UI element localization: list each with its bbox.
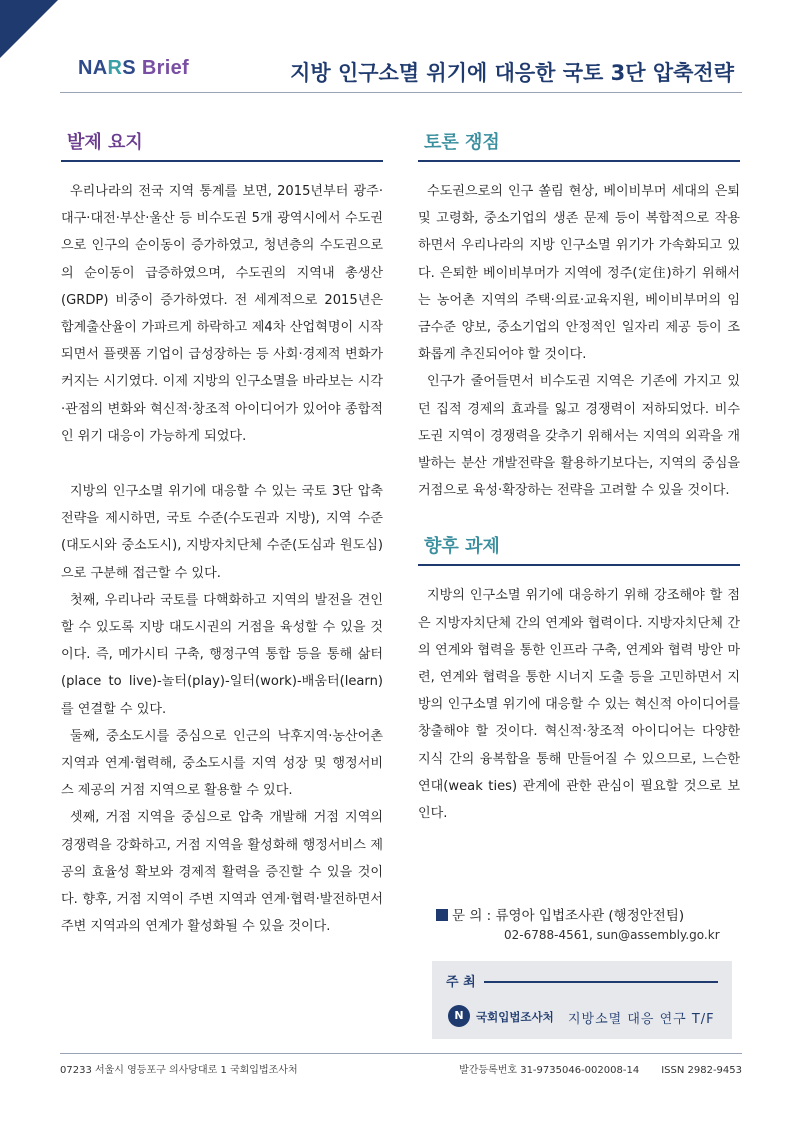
paragraph: 지방의 인구소멸 위기에 대응할 수 있는 국토 3단 압축전략을 제시하면, 국토 수준(수도권과 지방), 지역 수준(대도시와 중소도시), 지방자치단체 수준(도심과 원도심)으로 구분해 접근할 수 있다.: [61, 484, 383, 581]
corner-decoration: [0, 0, 58, 58]
taskforce-name: 지방소멸 대응 연구 T/F: [568, 1012, 715, 1027]
section-heading-summary: 발제 요지: [61, 128, 383, 162]
footer-divider: [60, 1053, 742, 1054]
paragraph: 첫째, 우리나라 국토를 다핵화하고 지역의 발전을 견인할 수 있도록 지방 대도시권의 거점을 육성할 수 있을 것이다. 즉, 메가시티 구축, 행정구역 통합 등을 통해 삶터(place to live)-놀터(play)-일터(work)-배움터(learn)를 연결할 수 있다.: [61, 592, 383, 717]
brand-s: S: [122, 57, 136, 79]
contact-info: [436, 904, 720, 942]
header-divider: [60, 92, 742, 93]
issn: ISSN 2982-9453: [661, 1065, 742, 1076]
contact-person: 문 의 : 류영아 입법조사관 (행정안전팀): [452, 908, 685, 924]
paragraph: 우리나라의 전국 지역 통계를 보면, 2015년부터 광주·대구·대전·부산·울산 등 비수도권 5개 광역시에서 수도권으로 인구의 순이동이 증가하였고, 청년층의 수도권으로의 순이동이 급증하였으며, 수도권의 지역내 총생산(GRDP) 비중이 증가하였다. 전 세계적으로 2015년은 합계출산율이 가파르게 하락하고 제4차 산업혁명이 시작되면서 플랫폼 기업이 급성장하는 등 사회·경제적 변화가 커지는 시기였다. 이제 지방의 인구소멸을 바라보는 시각·관점의 변화와 혁신적·창조적 아이디어가 있어야 종합적인 위기 대응이 가능하게 되었다.: [61, 184, 383, 444]
nars-brief-logo: [78, 57, 189, 80]
page-title: 지방 인구소멸 위기에 대응한 국토 3단 압축전략: [290, 61, 734, 85]
brand-brief: Brief: [141, 57, 189, 79]
paragraph: 셋째, 거점 지역을 중심으로 압축 개발해 거점 지역의 경쟁력을 강화하고, 거점 지역을 활성화해 행정서비스 제공의 효율성 확보와 경제적 활력을 증진할 수 있을 것이다. 향후, 거점 지역이 주변 지역과 연계·협력·발전하면서 주변 지역과의 연계가 활성화될 수 있을 것이다.: [61, 810, 383, 935]
paragraph: 둘째, 중소도시를 중심으로 인근의 낙후지역·농산어촌 지역과 연계·협력해, 중소도시를 지역 성장 및 행정서비스 제공의 거점 지역으로 활용할 수 있다.: [61, 728, 383, 799]
paragraph: 수도권으로의 인구 쏠림 현상, 베이비부머 세대의 은퇴 및 고령화, 중소기업의 생존 문제 등이 복합적으로 작용하면서 우리나라의 지방 인구소멸 위기가 가속화되고 있다. 은퇴한 베이비부머가 지역에 정주(定住)하기 위해서는 농어촌 지역의 주택·의료·교육지원, 베이비부머의 임금수준 양보, 중소기업의 안정적인 일자리 제공 등이 조화롭게 추진되어야 할 것이다.: [418, 184, 740, 363]
left-column: [61, 128, 383, 940]
section-heading-tasks: 향후 과제: [418, 532, 740, 566]
institution-logo-icon: N: [448, 1005, 470, 1027]
paragraph: 지방의 인구소멸 위기에 대응하기 위해 강조해야 할 점은 지방자치단체 간의 연계와 협력이다. 지방자치단체 간의 연계와 협력을 통한 인프라 구축, 연계와 협력 방안 마련, 연계와 협력을 통한 시너지 도출 등을 고민하면서 지방의 인구소멸 위기에 대응할 수 있는 혁신적 아이디어를 창출해야 할 것이다. 혁신적·창조적 아이디어는 다양한 지식 간의 융복합을 통해 만들어질 수 있으므로, 느슨한 연대(weak ties) 관계에 관한 관심이 필요할 것으로 보인다.: [418, 588, 740, 822]
square-bullet-icon: [436, 909, 448, 921]
host-label: 주 최: [446, 975, 476, 990]
paragraph: 인구가 줄어들면서 비수도권 지역은 기존에 가지고 있던 집적 경제의 효과를 잃고 경쟁력이 저하되었다. 비수도권 지역이 경쟁력을 갖추기 위해서는 지역의 외곽을 개발하는 분산 개발전략을 활용하기보다는, 지역의 중심을 거점으로 육성·확장하는 전략을 고려할 수 있을 것이다.: [418, 374, 740, 499]
footer-publication-info: [437, 1061, 742, 1076]
right-column: [418, 128, 740, 827]
contact-phone-email: 02-6788-4561, sun@assembly.go.kr: [504, 928, 720, 942]
section-heading-issues: 토론 쟁점: [418, 128, 740, 162]
host-divider: [484, 981, 718, 983]
brand-na: NA: [78, 57, 108, 79]
host-box: [432, 961, 732, 1039]
footer-address: 07233 서울시 영등포구 의사당대로 1 국회입법조사처: [60, 1065, 298, 1076]
brand-r: R: [107, 57, 123, 79]
institution-name: 국회입법조사처: [476, 1010, 554, 1024]
publication-number: 발간등록번호 31-9735046-002008-14: [459, 1065, 640, 1076]
